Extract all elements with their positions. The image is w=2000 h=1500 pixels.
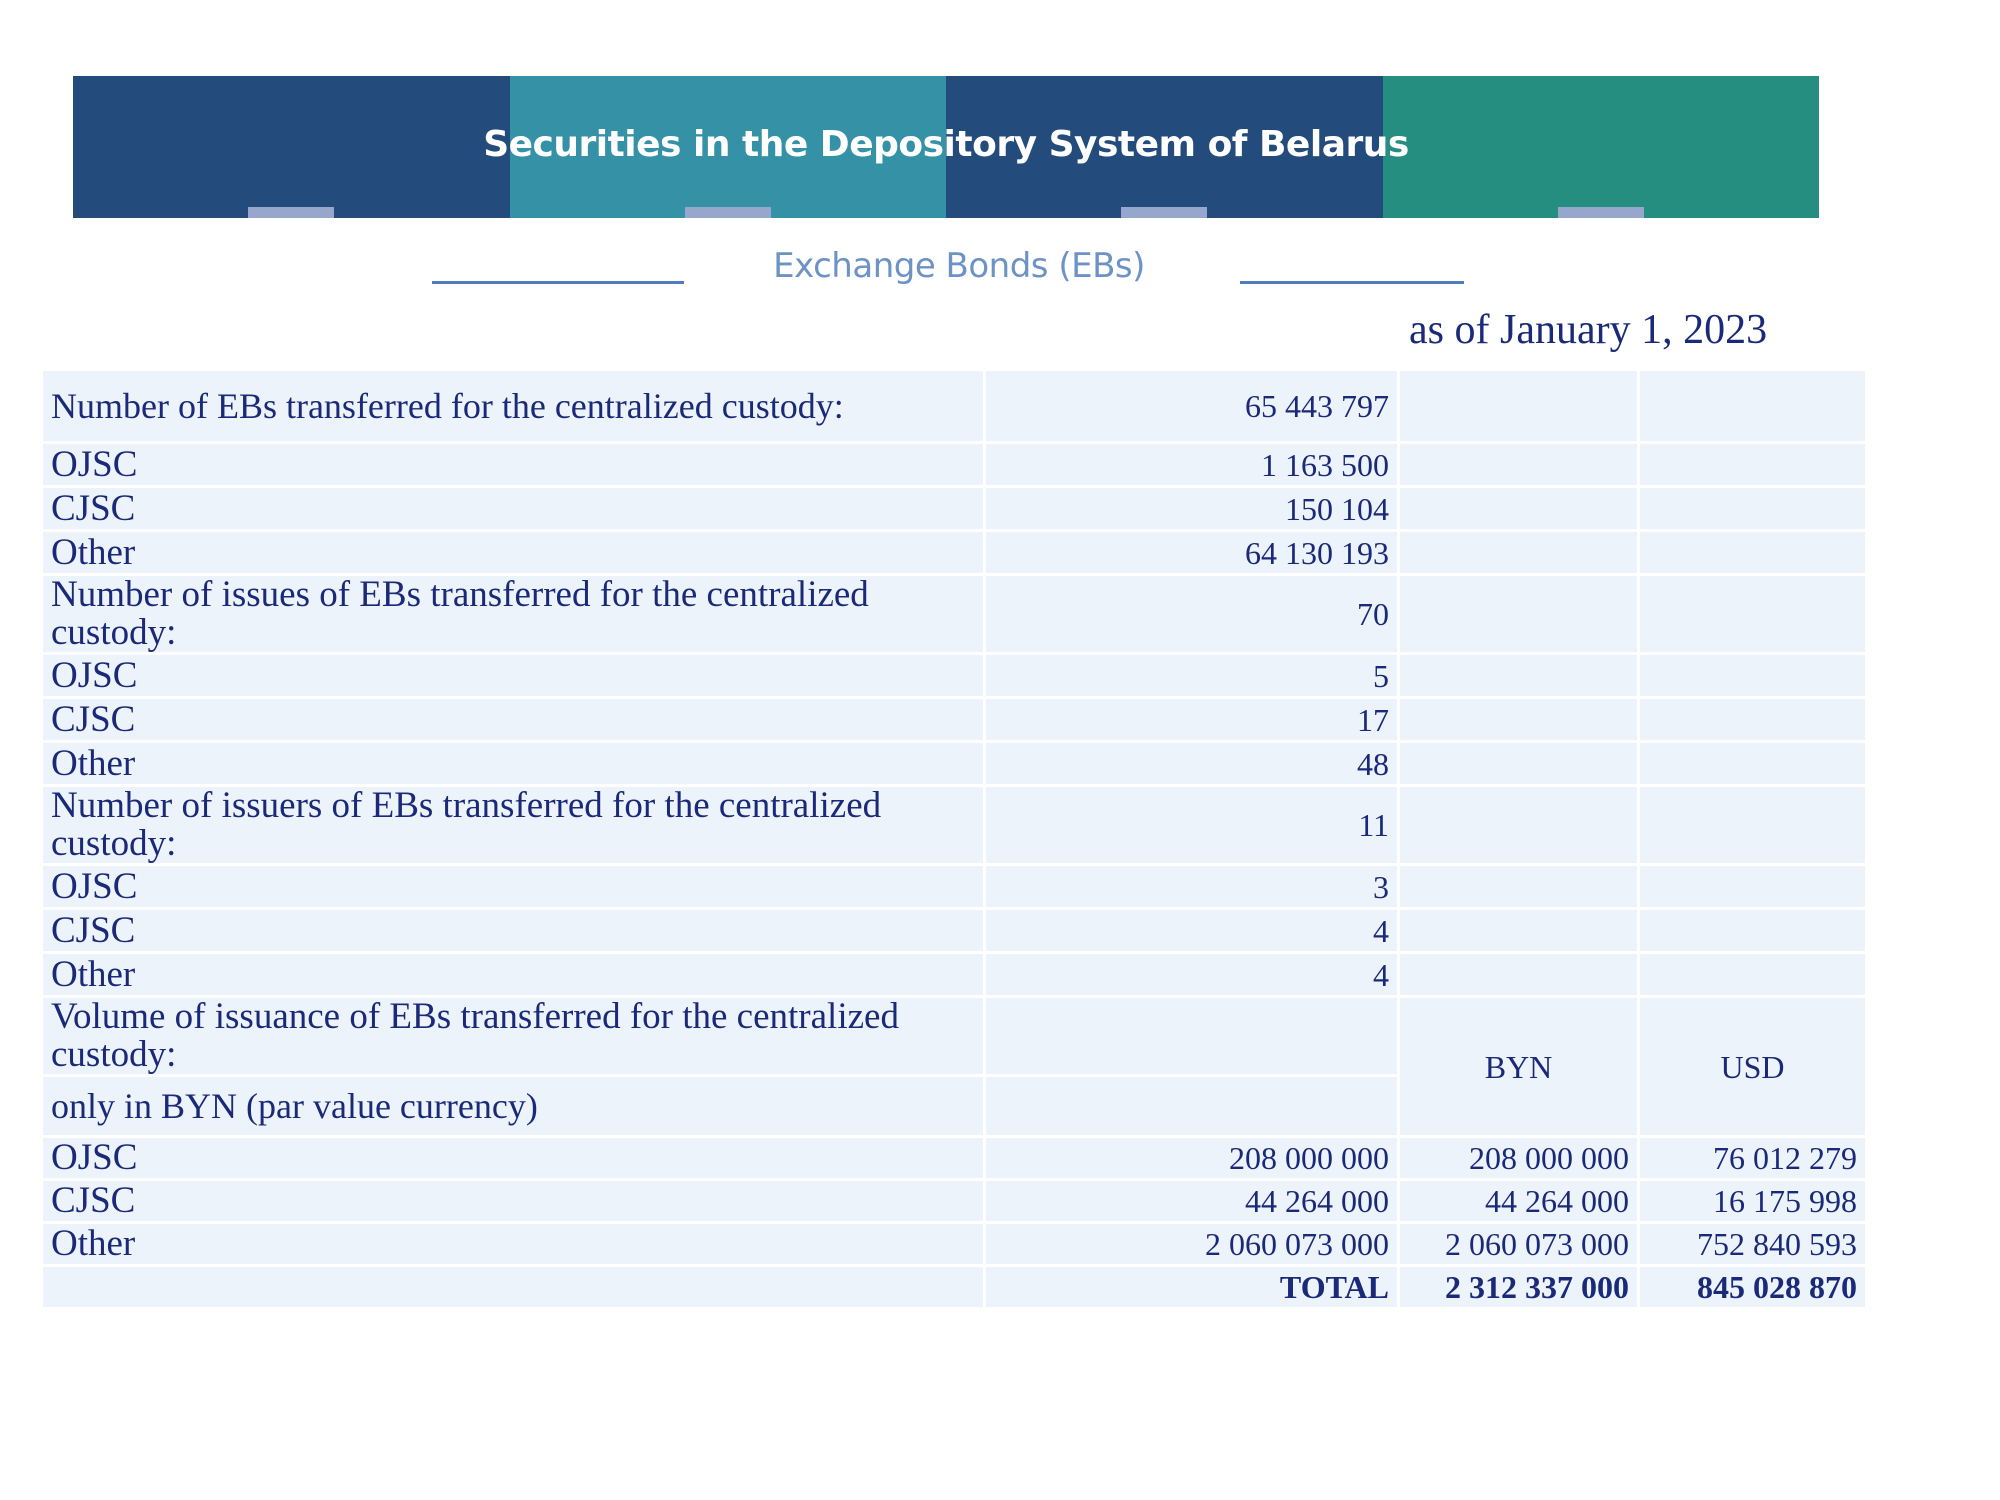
empty-cell: [1640, 866, 1865, 907]
empty-cell: [1640, 743, 1865, 784]
row-value-usd: 76 012 279: [1640, 1138, 1865, 1178]
table-row: [43, 910, 1865, 951]
total-usd: 845 028 870: [1640, 1267, 1865, 1307]
row-value: 17: [986, 699, 1397, 740]
table-row: [43, 1224, 1865, 1264]
row-value: 5: [986, 655, 1397, 696]
empty-cell: [1400, 954, 1637, 995]
row-value-usd: 16 175 998: [1640, 1181, 1865, 1221]
row-value: 48: [986, 743, 1397, 784]
row-label: OJSC: [43, 444, 983, 485]
total-byn: 2 312 337 000: [1400, 1267, 1637, 1307]
row-label: OJSC: [43, 866, 983, 907]
empty-cell: [1400, 743, 1637, 784]
table-row: [43, 444, 1865, 485]
volume-header-row: [43, 998, 1865, 1074]
empty-cell: [986, 1077, 1397, 1135]
empty-cell: [1400, 655, 1637, 696]
table-row: [43, 699, 1865, 740]
empty-cell: [1640, 954, 1865, 995]
empty-cell: [1640, 910, 1865, 951]
empty-cell: [1400, 576, 1637, 652]
row-value: 65 443 797: [986, 371, 1397, 441]
empty-cell: [1400, 371, 1637, 441]
table-row: [43, 866, 1865, 907]
total-label: TOTAL: [986, 1267, 1397, 1307]
table-row: [43, 532, 1865, 573]
row-label: Number of EBs transferred for the centralized custody:: [43, 371, 983, 441]
row-value-byn: 44 264 000: [1400, 1181, 1637, 1221]
table-row: [43, 655, 1865, 696]
section-subtitle: Exchange Bonds (EBs): [773, 246, 1145, 286]
row-label: OJSC: [43, 655, 983, 696]
row-value: 44 264 000: [986, 1181, 1397, 1221]
row-label: Other: [43, 1224, 983, 1264]
empty-cell: [1400, 444, 1637, 485]
table-row: [43, 954, 1865, 995]
empty-cell: [1640, 444, 1865, 485]
row-value: 1 163 500: [986, 444, 1397, 485]
report-date: as of January 1, 2023: [1409, 307, 1768, 353]
table-row: [43, 743, 1865, 784]
table-row: [43, 1181, 1865, 1221]
volume-label: Volume of issuance of EBs transferred for the centralized custody:: [43, 998, 983, 1074]
empty-cell: [1400, 866, 1637, 907]
table-row: [43, 576, 1865, 652]
row-label: OJSC: [43, 1138, 983, 1178]
row-label: Other: [43, 743, 983, 784]
currency-header-byn: BYN: [1400, 998, 1637, 1135]
volume-sublabel: only in BYN (par value currency): [43, 1077, 983, 1135]
empty-cell: [1640, 699, 1865, 740]
subtitle-rule-right: [1240, 281, 1464, 284]
row-value: 208 000 000: [986, 1138, 1397, 1178]
row-value: 4: [986, 954, 1397, 995]
page-title: Securities in the Depository System of Belarus: [483, 123, 1409, 165]
empty-cell: [986, 998, 1397, 1074]
row-value-usd: 752 840 593: [1640, 1224, 1865, 1264]
row-label: Other: [43, 954, 983, 995]
row-value: 70: [986, 576, 1397, 652]
empty-cell: [1640, 371, 1865, 441]
empty-cell: [1400, 787, 1637, 863]
row-value: 150 104: [986, 488, 1397, 529]
row-label: Other: [43, 532, 983, 573]
empty-cell: [1400, 532, 1637, 573]
empty-cell: [43, 1267, 983, 1307]
empty-cell: [1400, 910, 1637, 951]
empty-cell: [1400, 488, 1637, 529]
empty-cell: [1640, 488, 1865, 529]
row-value: 2 060 073 000: [986, 1224, 1397, 1264]
row-value: 11: [986, 787, 1397, 863]
row-value: 4: [986, 910, 1397, 951]
row-value: 3: [986, 866, 1397, 907]
table-row: [43, 371, 1865, 441]
empty-cell: [1640, 787, 1865, 863]
row-label: CJSC: [43, 699, 983, 740]
row-value-byn: 2 060 073 000: [1400, 1224, 1637, 1264]
table-row: [43, 488, 1865, 529]
row-label: CJSC: [43, 1181, 983, 1221]
empty-cell: [1640, 576, 1865, 652]
empty-cell: [1640, 655, 1865, 696]
currency-header-usd: USD: [1640, 998, 1865, 1135]
table-body: [43, 371, 1865, 1307]
empty-cell: [1400, 699, 1637, 740]
row-value-byn: 208 000 000: [1400, 1138, 1637, 1178]
row-value: 64 130 193: [986, 532, 1397, 573]
table-row: [43, 1138, 1865, 1178]
row-label: Number of issues of EBs transferred for the centralized custody:: [43, 576, 983, 652]
securities-table: [40, 368, 1868, 1310]
empty-cell: [1640, 532, 1865, 573]
total-row: [43, 1267, 1865, 1307]
row-label: Number of issuers of EBs transferred for the centralized custody:: [43, 787, 983, 863]
table-row: [43, 787, 1865, 863]
row-label: CJSC: [43, 488, 983, 529]
row-label: CJSC: [43, 910, 983, 951]
